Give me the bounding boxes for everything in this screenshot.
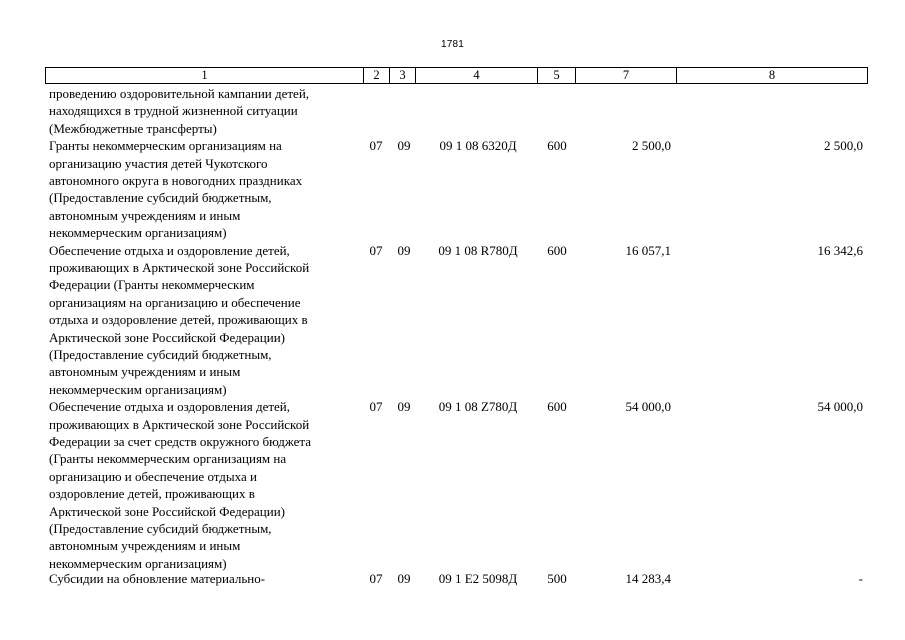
description-line: Субсидии на обновление материально-: [49, 571, 266, 586]
cell-expense-type: 600: [547, 242, 567, 258]
description-line: автономным учреждениям и иным: [49, 207, 241, 223]
cell-target-article: 09 1 08 6320Д: [439, 138, 517, 154]
description-line: (Межбюджетные трансферты): [49, 120, 217, 136]
description-line: Гранты некоммерческим организациям на: [49, 138, 282, 154]
header-col-5: 5: [538, 68, 576, 83]
cell-amount-7: 54 000,0: [625, 399, 671, 415]
cell-amount-7: 2 500,0: [632, 138, 671, 154]
cell-expense-type: 500: [547, 571, 567, 586]
description-line: автономного округа в новогодних праздниках: [49, 173, 303, 188]
cell-amount-8: -: [858, 571, 863, 586]
cell-section: 07: [369, 138, 383, 154]
row-description: [49, 570, 361, 587]
cell-expense-type: 600: [547, 138, 567, 154]
description-line: Обеспечение отдыха и оздоровление детей,: [49, 242, 290, 258]
description-line: находящихся в трудной жизненной ситуации: [49, 103, 298, 119]
header-col-2: 2: [364, 68, 390, 83]
description-line: (Предоставление субсидий бюджетным,: [49, 521, 272, 537]
cell-amount-8: 54 000,0: [817, 399, 863, 415]
description-line: некоммерческим организациям): [49, 381, 227, 397]
cell-subsection: 09: [397, 399, 411, 415]
row-description: [49, 242, 361, 399]
row-description: [49, 85, 361, 137]
row-description: [49, 137, 361, 241]
description-line: Федерации за счет средств окружного бюджета: [49, 434, 312, 449]
description-line: автономным учреждениям и иным: [49, 364, 241, 380]
row-description: [49, 398, 361, 572]
cell-target-article: 09 1 E2 5098Д: [438, 571, 518, 586]
cell-amount-8: 2 500,0: [824, 138, 863, 154]
description-line: (Предоставление субсидий бюджетным,: [49, 347, 272, 363]
description-line: Арктической зоне Российской Федерации): [49, 503, 286, 519]
cell-expense-type: 600: [547, 399, 567, 415]
description-line: оздоровление детей, проживающих в: [49, 486, 255, 502]
description-line: некоммерческим организациям): [49, 225, 227, 241]
cell-target-article: 09 1 08 R780Д: [438, 242, 518, 258]
cell-amount-7: 14 283,4: [625, 571, 671, 586]
cell-amount-7: 16 057,1: [625, 242, 671, 258]
description-line: организациям на организацию и обеспечение: [49, 294, 301, 310]
description-line: организацию участия детей Чукотского: [49, 155, 268, 171]
cell-target-article: 09 1 08 Z780Д: [438, 399, 518, 415]
header-col-7: 7: [576, 68, 677, 83]
description-line: проведению оздоровительной кампании детей,: [49, 86, 310, 101]
table-header: [45, 67, 868, 84]
description-line: отдыха и оздоровление детей, проживающих в: [49, 312, 308, 328]
description-line: (Предоставление субсидий бюджетным,: [49, 190, 272, 206]
header-col-1: 1: [46, 68, 364, 83]
description-line: организацию и обеспечение отдыха и: [49, 468, 257, 484]
description-line: Арктической зоне Российской Федерации): [49, 329, 286, 345]
cell-section: 07: [369, 399, 383, 415]
description-line: проживающих в Арктической зоне Российской: [49, 260, 310, 275]
description-line: (Гранты некоммерческим организациям на: [49, 451, 287, 467]
header-col-8: 8: [768, 68, 776, 82]
description-line: Обеспечение отдыха и оздоровления детей,: [49, 399, 291, 415]
cell-section: 07: [369, 242, 383, 258]
cell-amount-8: 16 342,6: [817, 242, 863, 258]
description-line: Федерации (Гранты некоммерческим: [49, 277, 255, 293]
description-line: автономным учреждениям и иным: [49, 538, 241, 554]
description-line: проживающих в Арктической зоне Российской: [49, 416, 310, 432]
cell-subsection: 09: [397, 138, 411, 154]
header-col-4: 4: [416, 68, 538, 83]
description-line: некоммерческим организациям): [49, 555, 227, 571]
cell-subsection: 09: [397, 571, 411, 586]
cell-section: 07: [369, 571, 383, 586]
cell-subsection: 09: [397, 242, 411, 258]
page-number: 1781: [440, 39, 465, 50]
header-col-3: 3: [390, 68, 416, 83]
